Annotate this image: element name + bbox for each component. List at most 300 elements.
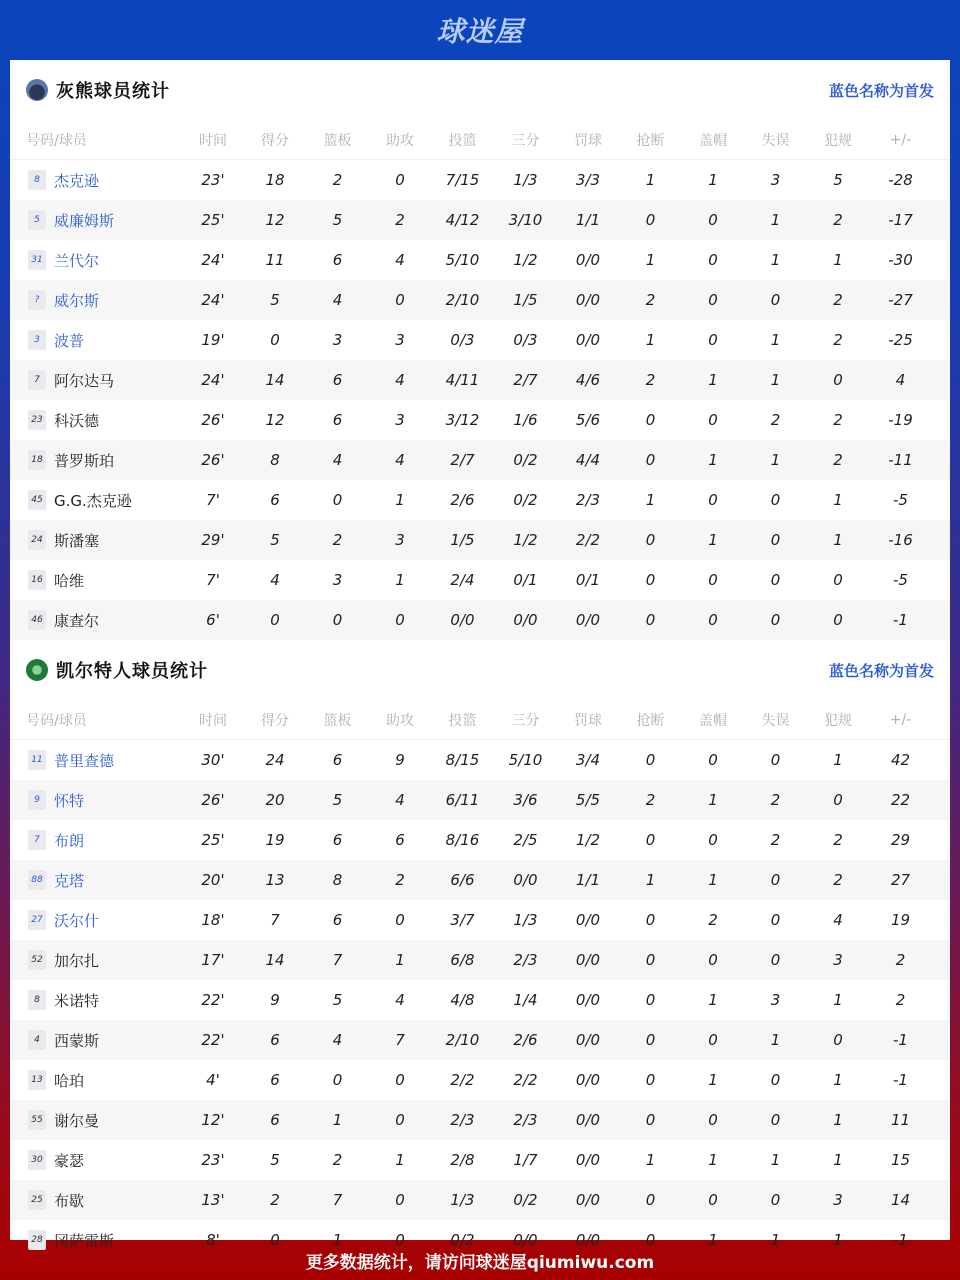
stat-cell: 0/0 bbox=[575, 1031, 601, 1049]
table-row[interactable] bbox=[10, 160, 950, 200]
table-row[interactable] bbox=[10, 240, 950, 280]
stat-cell: 0 bbox=[270, 331, 280, 349]
stat-cell: 3 bbox=[395, 531, 405, 549]
stat-cell: 1 bbox=[770, 371, 781, 389]
table-row[interactable] bbox=[10, 780, 950, 820]
stat-cell: 0 bbox=[708, 611, 718, 629]
stat-cell: 2 bbox=[332, 1151, 343, 1169]
stat-cell: 1 bbox=[645, 171, 656, 189]
stat-cell: 2/2 bbox=[513, 1071, 538, 1089]
stat-cell: 1 bbox=[770, 1151, 781, 1169]
stat-cell: 27 bbox=[890, 871, 911, 889]
stat-cell: 0/0 bbox=[513, 871, 538, 889]
stat-cell: 0 bbox=[645, 751, 656, 769]
stat-cell: 0 bbox=[708, 211, 718, 229]
player-name[interactable]: 哈珀 bbox=[54, 1071, 85, 1090]
stat-cell: 4 bbox=[332, 451, 343, 469]
stat-cell: 0 bbox=[645, 1191, 656, 1209]
column-header: 罚球 bbox=[574, 132, 602, 149]
stat-cell: 5 bbox=[332, 791, 343, 809]
player-cell[interactable] bbox=[10, 1110, 182, 1131]
player-cell[interactable] bbox=[10, 170, 182, 191]
table-row[interactable] bbox=[10, 560, 950, 600]
player-name[interactable]: 布歇 bbox=[54, 1191, 85, 1210]
stat-cell: 0 bbox=[770, 1071, 781, 1089]
stat-cell: 3 bbox=[332, 331, 343, 349]
player-cell[interactable] bbox=[10, 530, 182, 551]
stat-cell: 3/6 bbox=[513, 791, 538, 809]
player-cell[interactable] bbox=[10, 450, 182, 471]
stat-cell: 22' bbox=[201, 991, 225, 1009]
stat-cell: 1 bbox=[770, 1031, 781, 1049]
player-name[interactable]: 波普 bbox=[54, 331, 85, 350]
stat-cell: 0 bbox=[395, 611, 405, 629]
stat-cell: 4 bbox=[395, 991, 405, 1009]
stat-cell: 0 bbox=[708, 951, 718, 969]
stat-cell: 26' bbox=[201, 791, 225, 809]
stat-cell: 4/6 bbox=[575, 371, 601, 389]
stat-cell: 1/2 bbox=[575, 831, 601, 849]
stat-cell: 4 bbox=[395, 371, 405, 389]
stat-cell: 22' bbox=[201, 1031, 225, 1049]
stat-cell: 24' bbox=[201, 371, 225, 389]
stat-cell: 2 bbox=[645, 291, 656, 309]
stat-cell: 0/3 bbox=[513, 331, 538, 349]
stat-cell: 2/2 bbox=[450, 1071, 475, 1089]
stat-cell: 22 bbox=[890, 791, 911, 809]
player-cell[interactable] bbox=[10, 950, 182, 971]
player-cell[interactable] bbox=[10, 750, 182, 771]
column-header: 得分 bbox=[261, 712, 289, 729]
player-name[interactable]: 谢尔曼 bbox=[54, 1111, 100, 1130]
stat-cell: 2 bbox=[833, 331, 843, 349]
stat-cell: 23' bbox=[201, 171, 225, 189]
table-row[interactable] bbox=[10, 860, 950, 900]
stat-cell: 0/1 bbox=[575, 571, 601, 589]
table-row[interactable] bbox=[10, 440, 950, 480]
stat-cell: 7' bbox=[206, 571, 220, 589]
stat-cell: 19' bbox=[201, 331, 225, 349]
stat-cell: 1/2 bbox=[513, 251, 538, 269]
stat-cell: 12' bbox=[201, 1111, 225, 1129]
stat-cell: 2/7 bbox=[513, 371, 538, 389]
table-row[interactable] bbox=[10, 820, 950, 860]
stat-cell: 0 bbox=[833, 371, 843, 389]
stat-cell: 0/0 bbox=[575, 611, 601, 629]
stat-cell: 0 bbox=[708, 411, 718, 429]
stat-cell: 2 bbox=[332, 531, 343, 549]
player-name[interactable]: 克塔 bbox=[54, 871, 85, 890]
stat-cell: -5 bbox=[893, 491, 908, 509]
player-name[interactable]: 康查尔 bbox=[54, 611, 100, 630]
stat-cell: 0 bbox=[770, 911, 781, 929]
player-cell[interactable] bbox=[10, 1030, 182, 1051]
stat-cell: 6 bbox=[395, 831, 405, 849]
stat-cell: 6/8 bbox=[450, 951, 475, 969]
table-row[interactable] bbox=[10, 360, 950, 400]
player-name[interactable]: 加尔扎 bbox=[54, 951, 100, 970]
jersey-number-icon: 7 bbox=[28, 830, 46, 850]
player-cell[interactable] bbox=[10, 370, 182, 391]
player-cell[interactable] bbox=[10, 330, 182, 351]
stat-cell: -16 bbox=[888, 531, 913, 549]
player-name[interactable]: 普里查德 bbox=[54, 751, 115, 770]
stat-cell: 0 bbox=[395, 911, 405, 929]
stat-cell: 0 bbox=[645, 531, 656, 549]
table-row[interactable] bbox=[10, 940, 950, 980]
stat-cell: 2 bbox=[833, 871, 843, 889]
stat-cell: 0/0 bbox=[575, 911, 601, 929]
stat-cell: 1 bbox=[833, 491, 843, 509]
player-cell[interactable] bbox=[10, 250, 182, 271]
player-cell[interactable] bbox=[10, 290, 182, 311]
player-cell[interactable] bbox=[10, 990, 182, 1011]
stat-cell: 0 bbox=[395, 1071, 405, 1089]
logo-text: 球迷屋 bbox=[436, 15, 524, 48]
table-row[interactable] bbox=[10, 600, 950, 640]
qiumiwu-logo bbox=[436, 10, 523, 50]
stat-cell: 0/0 bbox=[575, 331, 601, 349]
jersey-number-icon: 28 bbox=[28, 1230, 46, 1250]
stat-cell: 18' bbox=[201, 911, 225, 929]
stat-cell: 0 bbox=[833, 1031, 843, 1049]
stat-cell: 1 bbox=[395, 491, 405, 509]
stat-cell: 1/3 bbox=[450, 1191, 475, 1209]
player-cell[interactable] bbox=[10, 570, 182, 591]
stat-cell: 0 bbox=[645, 1031, 656, 1049]
stat-cell: 0/0 bbox=[575, 1151, 601, 1169]
stat-cell: 0 bbox=[395, 171, 405, 189]
jersey-number-icon: 8 bbox=[28, 990, 46, 1010]
stat-cell: 26' bbox=[201, 451, 225, 469]
player-name[interactable]: 冈萨雷斯 bbox=[54, 1231, 115, 1250]
player-name[interactable]: G.G.杰克逊 bbox=[54, 491, 132, 510]
jersey-number-icon: 46 bbox=[28, 610, 46, 630]
stat-cell: 5 bbox=[833, 171, 843, 189]
player-cell[interactable] bbox=[10, 910, 182, 931]
stat-cell: 13 bbox=[265, 871, 285, 889]
column-header: 罚球 bbox=[574, 712, 602, 729]
stat-cell: 1/4 bbox=[513, 991, 538, 1009]
stat-cell: 14 bbox=[265, 371, 285, 389]
stat-cell: 1 bbox=[833, 531, 843, 549]
player-name[interactable]: 布朗 bbox=[54, 831, 85, 850]
table-row[interactable] bbox=[10, 740, 950, 780]
player-cell[interactable] bbox=[10, 870, 182, 891]
table-row[interactable] bbox=[10, 200, 950, 240]
stat-cell: 1/1 bbox=[575, 871, 601, 889]
stat-cell: 1/2 bbox=[513, 531, 538, 549]
stat-cell: 0 bbox=[770, 531, 781, 549]
jersey-number-icon: 7 bbox=[28, 370, 46, 390]
starter-legend: 蓝色名称为首发 bbox=[828, 661, 934, 680]
celtics-logo-icon bbox=[26, 659, 48, 681]
player-cell[interactable] bbox=[10, 1190, 182, 1211]
stat-cell: 8' bbox=[206, 1231, 220, 1249]
stat-cell: 0/2 bbox=[450, 1231, 475, 1249]
stat-cell: 2/10 bbox=[445, 1031, 480, 1049]
stat-cell: 3 bbox=[332, 571, 343, 589]
stat-cell: 8/16 bbox=[445, 831, 480, 849]
stat-cell: 0 bbox=[645, 611, 656, 629]
grizzlies-logo-icon bbox=[26, 79, 48, 101]
stat-cell: 23' bbox=[201, 1151, 225, 1169]
column-header: 时间 bbox=[199, 712, 227, 729]
table-row[interactable] bbox=[10, 320, 950, 360]
player-name[interactable]: 威尔斯 bbox=[54, 291, 100, 310]
stat-cell: 0 bbox=[645, 1111, 656, 1129]
stat-cell: 4 bbox=[395, 251, 405, 269]
stat-cell: 2 bbox=[833, 291, 843, 309]
table-row[interactable] bbox=[10, 1140, 950, 1180]
stat-cell: 6' bbox=[206, 611, 220, 629]
stat-cell: 29 bbox=[890, 831, 911, 849]
section-header bbox=[10, 60, 950, 120]
table-row[interactable] bbox=[10, 1100, 950, 1140]
column-header: 助攻 bbox=[386, 712, 414, 729]
stat-cell: 12 bbox=[265, 411, 285, 429]
jersey-number-icon: 8 bbox=[28, 170, 46, 190]
stat-cell: 1 bbox=[645, 871, 656, 889]
column-header: 助攻 bbox=[386, 132, 414, 149]
stat-cell: -30 bbox=[888, 251, 913, 269]
stat-cell: 1 bbox=[770, 1231, 781, 1249]
stat-cell: 14 bbox=[890, 1191, 911, 1209]
table-row[interactable] bbox=[10, 480, 950, 520]
stat-cell: 0/0 bbox=[575, 1071, 601, 1089]
column-header: 投篮 bbox=[448, 712, 477, 729]
stat-cell: 0 bbox=[645, 911, 656, 929]
table-row[interactable] bbox=[10, 1060, 950, 1100]
stat-cell: 0 bbox=[645, 411, 656, 429]
player-cell[interactable] bbox=[10, 1070, 182, 1091]
column-header: 号码/球员 bbox=[26, 712, 87, 729]
stat-cell: 20' bbox=[201, 871, 225, 889]
stat-cell: 0 bbox=[708, 831, 718, 849]
team-section bbox=[10, 60, 950, 640]
stat-cell: 2 bbox=[770, 411, 781, 429]
stat-cell: 0/0 bbox=[450, 611, 475, 629]
footer-banner[interactable] bbox=[0, 1240, 960, 1280]
stat-cell: 1 bbox=[708, 1151, 718, 1169]
column-header-row bbox=[10, 700, 950, 740]
stat-cell: 2/6 bbox=[450, 491, 475, 509]
stat-cell: 2 bbox=[395, 211, 405, 229]
jersey-number-icon: 24 bbox=[28, 530, 46, 550]
stat-cell: 0 bbox=[708, 1031, 718, 1049]
stat-cell: 3 bbox=[770, 991, 781, 1009]
table-row[interactable] bbox=[10, 1020, 950, 1060]
stat-cell: 0 bbox=[332, 491, 343, 509]
stat-cell: -28 bbox=[888, 171, 913, 189]
player-cell[interactable] bbox=[10, 1150, 182, 1171]
table-row[interactable] bbox=[10, 980, 950, 1020]
player-cell[interactable] bbox=[10, 790, 182, 811]
player-name[interactable]: 阿尔达马 bbox=[54, 371, 115, 390]
stat-cell: 0 bbox=[645, 451, 656, 469]
stat-cell: 0 bbox=[645, 571, 656, 589]
stat-cell: 0 bbox=[770, 1191, 781, 1209]
stat-cell: 0/3 bbox=[450, 331, 475, 349]
column-header: 篮板 bbox=[323, 132, 352, 149]
stat-cell: 1 bbox=[770, 451, 781, 469]
column-header: +/- bbox=[889, 711, 912, 728]
stat-cell: 4/12 bbox=[445, 211, 480, 229]
player-cell[interactable] bbox=[10, 490, 182, 511]
stat-cell: 1 bbox=[395, 571, 405, 589]
stat-cell: 0 bbox=[645, 831, 656, 849]
stat-cell: 1 bbox=[833, 1111, 843, 1129]
player-name[interactable]: 米诺特 bbox=[54, 991, 100, 1010]
stat-cell: 4/11 bbox=[445, 371, 480, 389]
stat-cell: 5/5 bbox=[575, 791, 601, 809]
stat-cell: 7 bbox=[270, 911, 280, 929]
table-row[interactable] bbox=[10, 520, 950, 560]
player-name[interactable]: 怀特 bbox=[54, 791, 85, 810]
stat-cell: 1 bbox=[833, 1151, 843, 1169]
stat-cell: 7/15 bbox=[445, 171, 480, 189]
column-header: 投篮 bbox=[448, 132, 477, 149]
table-row[interactable] bbox=[10, 280, 950, 320]
stat-cell: 2/3 bbox=[575, 491, 601, 509]
stat-cell: 1 bbox=[708, 171, 718, 189]
stat-cell: 0 bbox=[708, 571, 718, 589]
stat-cell: 0 bbox=[833, 611, 843, 629]
column-header: 失误 bbox=[761, 132, 790, 149]
stat-cell: -1 bbox=[893, 1071, 908, 1089]
stat-cell: 1 bbox=[708, 531, 718, 549]
stat-cell: 20 bbox=[265, 791, 285, 809]
stat-cell: 1/3 bbox=[513, 171, 538, 189]
stat-cell: 2 bbox=[332, 171, 343, 189]
stat-cell: 1 bbox=[833, 751, 843, 769]
player-cell[interactable] bbox=[10, 210, 182, 231]
player-cell[interactable] bbox=[10, 830, 182, 851]
column-header: 抢断 bbox=[636, 712, 665, 729]
stat-cell: 3/7 bbox=[450, 911, 475, 929]
stat-cell: 0 bbox=[708, 491, 718, 509]
stat-cell: 2 bbox=[270, 1191, 280, 1209]
column-header: 三分 bbox=[511, 712, 540, 729]
stat-cell: 6 bbox=[332, 831, 343, 849]
player-name[interactable]: 杰克逊 bbox=[54, 171, 100, 190]
stat-cell: 1 bbox=[833, 1071, 843, 1089]
jersey-number-icon: 30 bbox=[28, 1150, 46, 1170]
player-name[interactable]: 斯潘塞 bbox=[54, 531, 100, 550]
stat-cell: 1 bbox=[332, 1111, 343, 1129]
stat-cell: 2/5 bbox=[513, 831, 538, 849]
stat-cell: 1/7 bbox=[513, 1151, 538, 1169]
stat-cell: 2/3 bbox=[513, 951, 538, 969]
stat-cell: 3/10 bbox=[508, 211, 543, 229]
stat-cell: 0 bbox=[332, 1071, 343, 1089]
stat-cell: 0 bbox=[645, 211, 656, 229]
stat-cell: 0 bbox=[770, 951, 781, 969]
stat-cell: 1 bbox=[770, 211, 781, 229]
stat-cell: 1 bbox=[770, 251, 781, 269]
stat-cell: 3/3 bbox=[575, 171, 601, 189]
stat-cell: 5 bbox=[270, 1151, 280, 1169]
jersey-number-icon: 88 bbox=[28, 870, 46, 890]
player-name[interactable]: 兰代尔 bbox=[54, 251, 100, 270]
stat-cell: 1 bbox=[708, 871, 718, 889]
stat-cell: 6 bbox=[270, 1111, 280, 1129]
stat-cell: 4 bbox=[395, 791, 405, 809]
player-name[interactable]: 西蒙斯 bbox=[54, 1031, 100, 1050]
stat-cell: 7 bbox=[332, 951, 343, 969]
stat-cell: 0 bbox=[770, 571, 781, 589]
stat-cell: 5/10 bbox=[445, 251, 480, 269]
player-name[interactable]: 豪瑟 bbox=[54, 1151, 85, 1170]
table-row[interactable] bbox=[10, 900, 950, 940]
stat-cell: 1/1 bbox=[575, 211, 601, 229]
column-header-row bbox=[10, 120, 950, 160]
stat-cell: 1 bbox=[770, 331, 781, 349]
footer-text: 更多数据统计，请访问球迷屋qiumiwu.com bbox=[305, 1252, 655, 1273]
stat-cell: 1 bbox=[708, 1071, 718, 1089]
stat-cell: 0 bbox=[708, 1191, 718, 1209]
column-header: 盖帽 bbox=[699, 132, 727, 149]
stat-cell: 14 bbox=[265, 951, 285, 969]
stat-cell: 3 bbox=[833, 1191, 843, 1209]
jersey-number-icon: 4 bbox=[28, 1030, 46, 1050]
stat-cell: 2 bbox=[708, 911, 718, 929]
player-name[interactable]: 科沃德 bbox=[54, 411, 100, 430]
starter-legend: 蓝色名称为首发 bbox=[828, 81, 934, 100]
stat-cell: 13' bbox=[201, 1191, 225, 1209]
stat-cell: -5 bbox=[893, 571, 908, 589]
stat-cell: 6 bbox=[332, 371, 343, 389]
player-name[interactable]: 沃尔什 bbox=[54, 911, 100, 930]
jersey-number-icon: 13 bbox=[28, 1070, 46, 1090]
table-row[interactable] bbox=[10, 400, 950, 440]
player-name[interactable]: 威廉姆斯 bbox=[54, 211, 115, 230]
stat-cell: 0/1 bbox=[513, 571, 538, 589]
stat-cell: 1/3 bbox=[513, 911, 538, 929]
stat-cell: 7 bbox=[332, 1191, 343, 1209]
table-row[interactable] bbox=[10, 1180, 950, 1220]
stat-cell: 1 bbox=[833, 1231, 843, 1249]
player-cell[interactable] bbox=[10, 610, 182, 631]
stat-cell: 4 bbox=[833, 911, 843, 929]
stat-cell: 24' bbox=[201, 251, 225, 269]
stat-cell: 6 bbox=[332, 251, 343, 269]
player-name[interactable]: 普罗斯珀 bbox=[54, 451, 115, 470]
stat-cell: 2/10 bbox=[445, 291, 480, 309]
stat-cell: 2 bbox=[833, 831, 843, 849]
stat-cell: 4 bbox=[270, 571, 280, 589]
stat-cell: 2/7 bbox=[450, 451, 475, 469]
stat-cell: -11 bbox=[888, 451, 913, 469]
jersey-number-icon: 27 bbox=[28, 910, 46, 930]
stat-cell: 17' bbox=[201, 951, 225, 969]
player-name[interactable]: 哈维 bbox=[54, 571, 85, 590]
jersey-number-icon: 55 bbox=[28, 1110, 46, 1130]
stat-cell: 0 bbox=[645, 951, 656, 969]
player-cell[interactable] bbox=[10, 410, 182, 431]
stat-cell: -25 bbox=[888, 331, 913, 349]
jersey-number-icon: 45 bbox=[28, 490, 46, 510]
stat-cell: 0 bbox=[270, 1231, 280, 1249]
stat-cell: 1 bbox=[645, 251, 656, 269]
stat-cell: 2/3 bbox=[450, 1111, 475, 1129]
stat-cell: 1 bbox=[395, 1151, 405, 1169]
stat-cell: 3/4 bbox=[575, 751, 601, 769]
team-title bbox=[26, 77, 170, 103]
stat-cell: 5 bbox=[332, 991, 343, 1009]
stat-cell: 24 bbox=[265, 751, 285, 769]
stat-cell: 2 bbox=[895, 951, 906, 969]
